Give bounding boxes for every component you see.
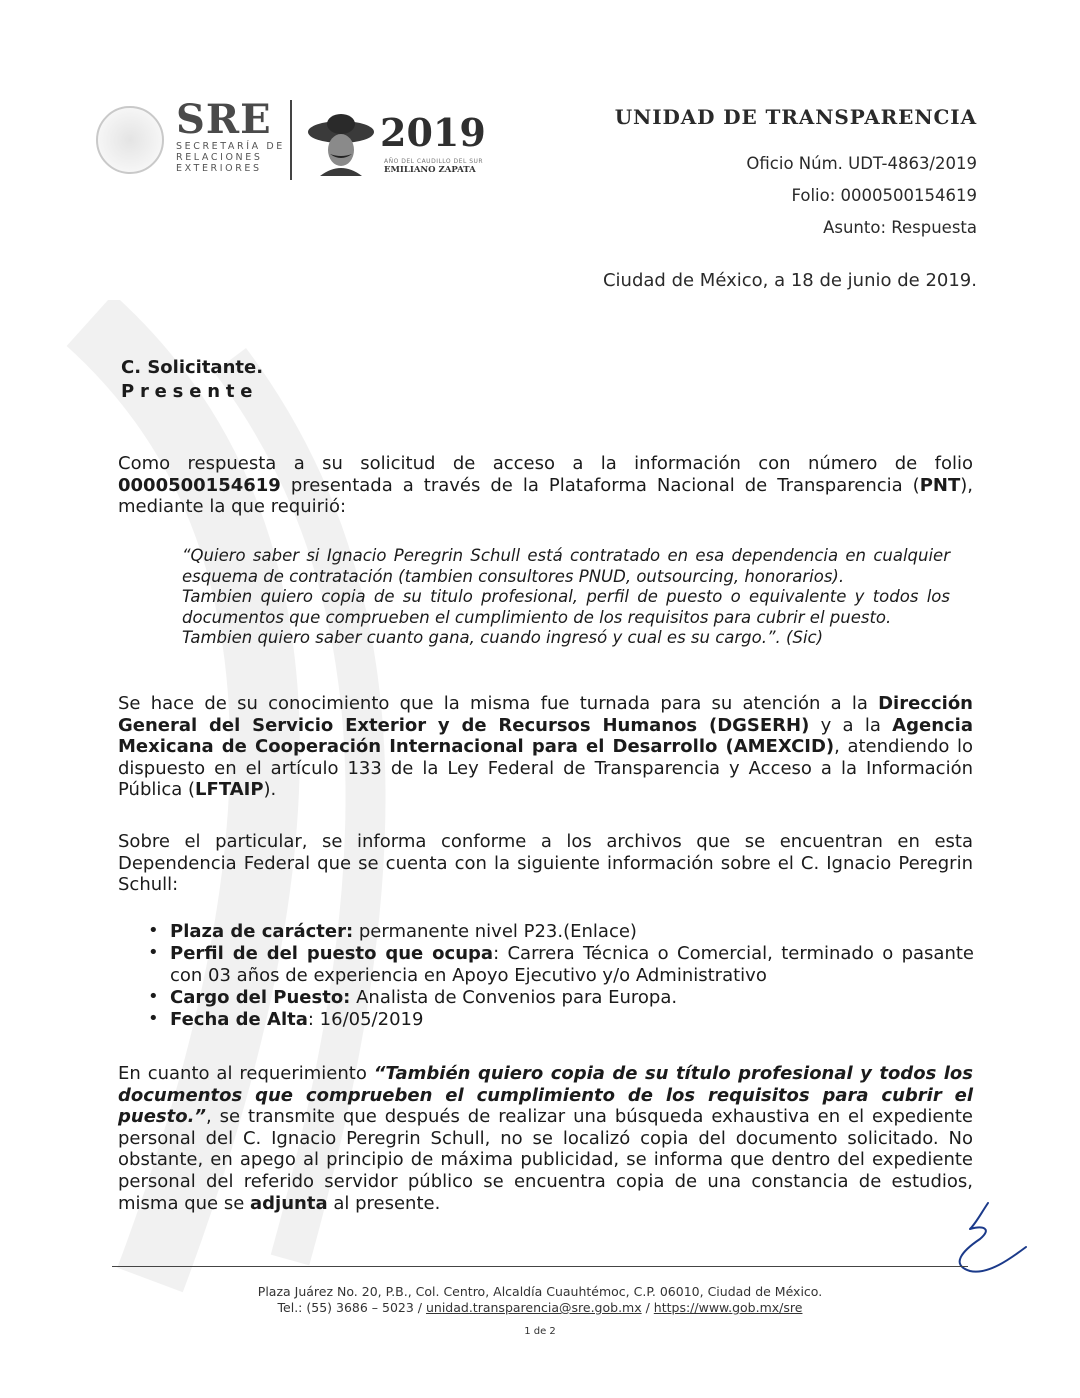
year-name: EMILIANO ZAPATA xyxy=(384,165,476,175)
sre-logo-subtitle: SECRETARÍA DE RELACIONES EXTERIORES xyxy=(176,141,285,174)
logo-divider xyxy=(290,100,292,180)
zapata-portrait-icon xyxy=(306,110,376,176)
employee-info-list xyxy=(148,921,974,1031)
list-item: • Perfil de del puesto que ocupa: Carrera Técnica o Comercial, terminado o pasante con 03 años de experiencia en Apoyo Ejecutivo y/o Administrativo xyxy=(148,943,974,987)
salutation-recipient: C. Solicitante. xyxy=(121,357,264,378)
folio-number: Folio: 0000500154619 xyxy=(791,186,977,205)
year-2019-logo: 2019 xyxy=(380,110,486,155)
coat-of-arms-seal-icon xyxy=(96,106,164,174)
turnado-paragraph: Se hace de su conocimiento que la misma fue turnada para su atención a la Dirección General del Servicio Exterior y de Recursos Humanos (DGSERH) y a la Agencia Mexicana de Cooperación Internacional para el Desarrollo (AMEXCID), atendiendo lo dispuesto en el artículo 133 de la Ley Federal de Transparencia y Acceso a la Información Pública (LFTAIP). xyxy=(118,693,973,801)
footer-contact: Tel.: (55) 3686 – 5023 / unidad.transparencia@sre.gob.mx / https://www.gob.mx/sre xyxy=(277,1300,803,1315)
sre-logo-acronym: SRE xyxy=(176,96,272,143)
year-caption: AÑO DEL CAUDILLO DEL SUR xyxy=(384,158,484,165)
salutation-presente: Presente xyxy=(121,381,259,402)
list-item: • Plaza de carácter: permanente nivel P23.(Enlace) xyxy=(148,921,974,943)
request-quote: “Quiero saber si Ignacio Peregrin Schull está contratado en esa dependencia en cualquier esquema de contratación (tambien consultores PNUD, outsourcing, honorarios). Tambien quiero copia de su titulo profesional, perfil de puesto o equivalente y todos los documentos que comprueben el cumplimiento de los requisitos para cubrir el puesto. Tambien quiero saber cuanto gana, cuando ingresó y cual es su cargo.”. (Sic) xyxy=(182,546,950,647)
oficio-number: Oficio Núm. UDT-4863/2019 xyxy=(746,154,977,173)
particular-paragraph: Sobre el particular, se informa conforme a los archivos que se encuentran en esta Dependencia Federal que se cuenta con la siguiente información sobre el C. Ignacio Peregrin Schull: xyxy=(118,831,973,896)
list-item: • Fecha de Alta: 16/05/2019 xyxy=(148,1009,974,1031)
footer-rule xyxy=(112,1266,968,1267)
asunto: Asunto: Respuesta xyxy=(823,218,977,237)
unit-title: UNIDAD DE TRANSPARENCIA xyxy=(614,105,977,129)
footer-address: Plaza Juárez No. 20, P.B., Col. Centro, Alcaldía Cuauhtémoc, C.P. 06010, Ciudad de México. xyxy=(257,1284,823,1299)
final-paragraph: En cuanto al requerimiento “También quiero copia de su título profesional y todos los documentos que comprueben el cumplimiento de los requisitos para cubrir el puesto.”, se transmite que después de realizar una búsqueda exhaustiva en el expediente personal del C. Ignacio Peregrin Schull, no se localizó copia del documento solicitado. No obstante, en apego al principio de máxima publicidad, se informa que dentro del expediente personal del referido servidor público se encuentra copia de una constancia de estudios, misma que se adjunta al presente. xyxy=(118,1063,973,1214)
place-date: Ciudad de México, a 18 de junio de 2019. xyxy=(602,270,977,291)
intro-paragraph: Como respuesta a su solicitud de acceso a la información con número de folio 0000500154619 presentada a través de la Plataforma Nacional de Transparencia (PNT), mediante la que requirió: xyxy=(118,453,973,518)
email-link[interactable]: unidad.transparencia@sre.gob.mx xyxy=(425,1300,642,1315)
list-item: • Cargo del Puesto: Analista de Convenios para Europa. xyxy=(148,987,974,1009)
handwritten-initial xyxy=(940,1195,1030,1280)
website-link[interactable]: https://www.gob.mx/sre xyxy=(653,1300,803,1315)
page-number: 1 de 2 xyxy=(524,1326,556,1337)
